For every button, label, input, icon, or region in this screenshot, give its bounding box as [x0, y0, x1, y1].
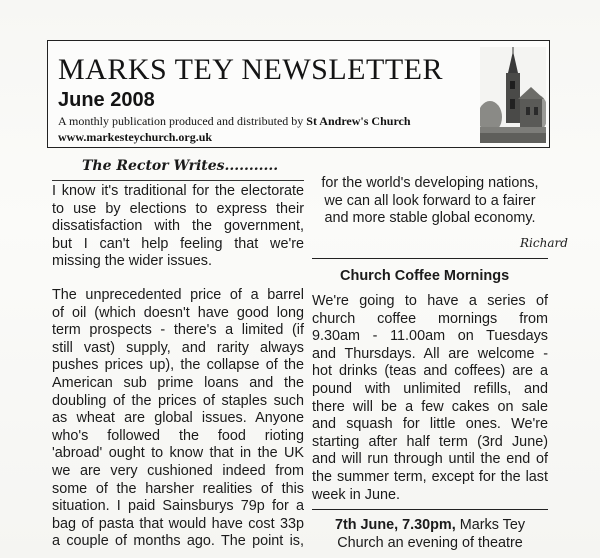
- text-line: church coffee mornings from: [312, 310, 548, 327]
- text-line: the summer term, except for the last: [312, 468, 548, 485]
- text-line: term prospects - there's a limited (if: [52, 322, 304, 339]
- text-line: pound with unlimited refills, and: [312, 380, 548, 397]
- text-line: but I can't help feeling that we're: [52, 235, 304, 252]
- event-notice: [316, 516, 544, 552]
- text-line: I know it's traditional for the electorate: [52, 183, 304, 199]
- text-line: American sub prime loans and the: [52, 374, 304, 391]
- text-line: some of the harsher realities of this: [52, 480, 304, 497]
- subtitle-prefix: A monthly publication produced and distributed by: [58, 114, 307, 128]
- rector-paragraph-2: [52, 287, 304, 551]
- text-line: still vast) supply, and rarity always: [52, 339, 304, 356]
- text-line: of oil (which doesn't have good long: [52, 304, 304, 321]
- text-line: as wheat are global issues. Anyone: [52, 410, 304, 427]
- text-line: bag of pasta that would have cost 33p: [52, 515, 304, 532]
- issue-date: June 2008: [58, 89, 155, 111]
- rector-signature: Richard: [520, 236, 568, 250]
- section-divider: [312, 258, 548, 259]
- text-line: hot drinks (teas and coffees) are a: [312, 363, 548, 380]
- text-line: and more stable global economy.: [324, 210, 536, 227]
- coffee-mornings-heading: Church Coffee Mornings: [340, 268, 510, 284]
- coffee-mornings-body: [312, 293, 548, 504]
- text-line: doubling of the prices of staples such: [52, 392, 304, 409]
- rector-heading: The Rector Writes...........: [82, 158, 279, 174]
- heading-divider: [52, 180, 304, 181]
- rector-continuation: [312, 175, 548, 228]
- newsletter-title: MARKS TEY NEWSLETTER: [58, 53, 443, 86]
- rector-column: [52, 183, 304, 551]
- text-line: 'abroad' ought to know that in the UK: [52, 445, 304, 462]
- text-line: dissatisfaction with the government,: [52, 218, 304, 235]
- text-line: and will run through until the end of: [312, 451, 548, 468]
- text-line: to use by elections to express their: [52, 200, 304, 217]
- masthead: [47, 40, 550, 148]
- website-link[interactable]: www.markesteychurch.org.uk: [58, 130, 213, 144]
- text-line: and squash for little ones. We're: [312, 416, 548, 433]
- text-line: for the world's developing nations,: [321, 175, 539, 191]
- text-line: week in June.: [312, 486, 400, 503]
- event-line-1: [316, 516, 544, 534]
- event-line-2: Church an evening of theatre: [337, 535, 523, 551]
- church-illustration: [480, 47, 546, 143]
- church-name: St Andrew's Church: [306, 114, 411, 128]
- rector-paragraph-1: [52, 183, 304, 271]
- text-line: The unprecedented price of a barrel: [52, 286, 304, 303]
- text-line: and Thursdays. All are welcome -: [312, 345, 548, 362]
- event-date-time: 7th June, 7.30pm,: [334, 517, 456, 533]
- text-line: a couple of months ago. The point is,: [52, 533, 304, 550]
- text-line: pushes prices up), the collapse of the: [52, 357, 304, 374]
- publication-subtitle: [58, 114, 411, 129]
- text-line: we are very cushioned indeed from: [52, 462, 304, 479]
- text-line: starting after half term (3rd June): [312, 433, 548, 450]
- text-line: we can all look forward to a fairer: [324, 192, 536, 209]
- text-line: 9.30am - 11.00am on Tuesdays: [312, 328, 548, 345]
- event-divider: [312, 509, 548, 510]
- text-line: We're going to have a series of: [312, 293, 548, 309]
- text-line: who's followed the food rioting: [52, 427, 304, 444]
- event-location: Marks Tey: [455, 517, 526, 533]
- text-line: situation. I paid Sainsburys 79p for a: [52, 498, 304, 515]
- text-line: there will be a few cakes on sale: [312, 398, 548, 415]
- text-line: missing the wider issues.: [52, 253, 212, 270]
